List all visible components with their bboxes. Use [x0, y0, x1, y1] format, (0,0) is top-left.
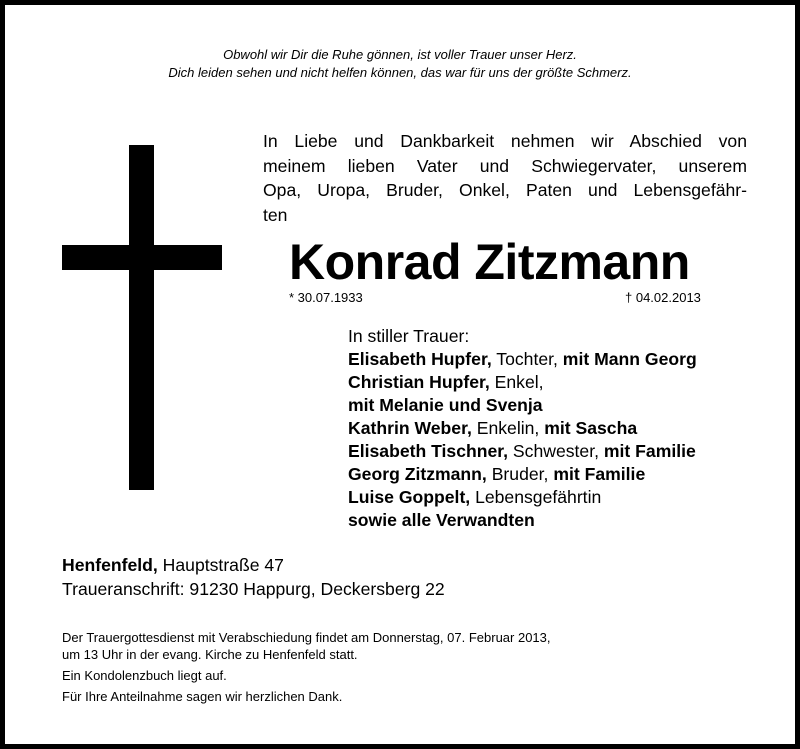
street-address: Hauptstraße 47 — [157, 555, 284, 575]
mourners-heading: In stiller Trauer: — [348, 326, 470, 346]
farewell-text — [263, 129, 747, 227]
farewell-line: In Liebe und Dankbarkeit nehmen wir Abschied von — [263, 131, 747, 151]
farewell-line: Opa, Uropa, Bruder, Onkel, Paten und Lebensgefähr- — [263, 180, 747, 200]
service-info — [62, 629, 551, 705]
town-name: Henfenfeld, — [62, 555, 158, 575]
mourner-lines — [348, 348, 697, 532]
motto-verse — [5, 46, 795, 82]
address-block — [62, 554, 445, 601]
mourner-line — [348, 440, 697, 463]
death-date: † 04.02.2013 — [625, 290, 701, 305]
mourner-line — [348, 371, 697, 394]
motto-line: Dich leiden sehen und nicht helfen können, das war für uns der größte Schmerz. — [168, 65, 632, 80]
thanks-note: Für Ihre Anteilnahme sagen wir herzlichen Dank. — [62, 689, 343, 704]
condolence-note: Ein Kondolenzbuch liegt auf. — [62, 668, 227, 683]
mourner-relation: Enkel, — [489, 372, 544, 392]
mourner-line — [348, 394, 697, 417]
mourner-name: Kathrin Weber, — [348, 418, 472, 438]
mourner-line — [348, 486, 697, 509]
mourner-relation: Schwester, — [508, 441, 604, 461]
mourner-line — [348, 509, 697, 532]
mourner-name: mit Familie — [553, 464, 646, 484]
mourners-list — [348, 325, 697, 532]
christian-cross-icon — [62, 145, 222, 490]
mourner-line — [348, 348, 697, 371]
mourner-relation: Tochter, — [491, 349, 563, 369]
farewell-line: meinem lieben Vater und Schwiegervater, unserem — [263, 155, 747, 176]
mourner-line — [348, 417, 697, 440]
mourning-address: Traueranschrift: 91230 Happurg, Deckersberg 22 — [62, 578, 445, 599]
mourner-name: mit Melanie und Svenja — [348, 395, 543, 415]
birth-date: * 30.07.1933 — [289, 290, 363, 305]
mourner-relation: Lebensgefährtin — [470, 487, 602, 507]
service-line: Der Trauergottesdienst mit Verabschiedung findet am Donnerstag, 07. Februar 2013, — [62, 630, 551, 645]
mourner-name: Christian Hupfer, — [348, 372, 490, 392]
mourner-name: mit Sascha — [544, 418, 638, 438]
service-line: um 13 Uhr in der evang. Kirche zu Henfenfeld statt. — [62, 647, 358, 662]
mourner-name: Georg Zitzmann, — [348, 464, 487, 484]
mourner-name: Luise Goppelt, — [348, 487, 471, 507]
mourner-relation: Bruder, — [486, 464, 554, 484]
deceased-name: Konrad Zitzmann — [289, 234, 690, 290]
mourner-name: mit Familie — [603, 441, 696, 461]
cross-horizontal-beam — [62, 245, 222, 270]
mourner-name: mit Mann Georg — [562, 349, 697, 369]
mourner-line — [348, 463, 697, 486]
residence-line — [62, 554, 445, 578]
farewell-line: ten — [263, 204, 288, 225]
mourner-name: Elisabeth Tischner, — [348, 441, 509, 461]
cross-vertical-beam — [129, 145, 154, 490]
mourner-relation: Enkelin, — [471, 418, 545, 438]
motto-line: Obwohl wir Dir die Ruhe gönnen, ist voller Trauer unser Herz. — [223, 47, 577, 62]
mourner-name: sowie alle Verwandten — [348, 510, 535, 530]
mourner-name: Elisabeth Hupfer, — [348, 349, 492, 369]
